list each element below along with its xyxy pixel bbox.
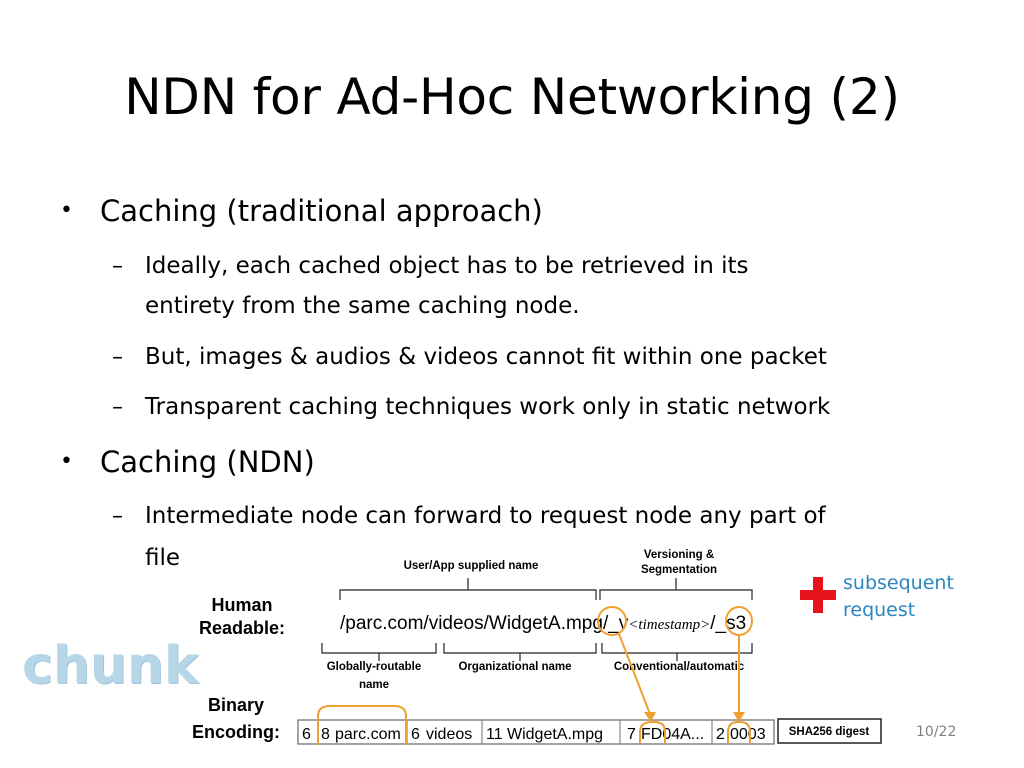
label-globally-routable-2: name: [358, 679, 390, 691]
chunk-label: chunk: [22, 636, 199, 696]
sub-bullet-ideally-line2: entirety from the same caching node.: [145, 293, 580, 319]
sub-bullet-ideally-line1: Ideally, each cached object has to be retrieved in its: [145, 253, 749, 279]
label-versioning-1: Versioning &: [643, 549, 715, 561]
bullet-caching-traditional: Caching (traditional approach): [100, 194, 543, 228]
brace-user-app: [340, 578, 596, 600]
dash-icon: –: [112, 395, 123, 420]
subsequent-line2: request: [843, 599, 916, 621]
label-user-app: User/App supplied name: [403, 560, 539, 572]
label-human: Human: [211, 595, 273, 615]
cell-len: 7: [627, 726, 636, 743]
human-readable-name: /parc.com/videos/WidgetA.mpg/_v<timestamp>/_s3: [340, 613, 747, 634]
sub-bullet-intermediate-line2: file: [145, 545, 181, 571]
sub-bullet-intermediate-line1: Intermediate node can forward to request node any part of: [145, 503, 826, 529]
cell-len: 6: [302, 726, 311, 743]
label-organizational: Organizational name: [458, 661, 572, 673]
label-readable: Readable:: [198, 618, 286, 638]
brace-versioning: [600, 578, 752, 600]
sub-bullet-images: But, images & audios & videos cannot fit within one packet: [145, 344, 827, 370]
label-binary: Binary: [207, 695, 265, 715]
cell-val: WidgetA.mpg: [507, 726, 604, 743]
subsequent-line1: subsequent: [843, 572, 954, 594]
cell-len: 2: [716, 726, 725, 743]
dash-icon: –: [112, 504, 123, 529]
bullet-caching-ndn: Caching (NDN): [100, 445, 315, 479]
cell-len: 11: [486, 726, 503, 743]
cell-val: parc.com: [335, 726, 401, 743]
label-versioning-2: Segmentation: [640, 564, 718, 576]
bullet-icon: •: [60, 449, 73, 474]
cell-val: 8: [321, 726, 330, 743]
label-conventional: Conventional/automatic: [613, 661, 745, 673]
sha256-digest-label: SHA256 digest: [788, 726, 870, 738]
cell-len: 6: [411, 726, 420, 743]
cell-val: videos: [426, 726, 473, 743]
brace-org: [444, 643, 596, 661]
brace-global: [322, 643, 436, 661]
cell-val: 0003: [730, 726, 766, 743]
label-encoding: Encoding:: [192, 722, 280, 742]
dash-icon: –: [112, 254, 123, 279]
label-globally-routable: Globally-routable: [326, 661, 422, 673]
slide-title: NDN for Ad-Hoc Networking (2): [124, 68, 900, 126]
bullet-icon: •: [60, 198, 73, 223]
sub-bullet-transparent: Transparent caching techniques work only in static network: [145, 394, 831, 420]
dash-icon: –: [112, 345, 123, 370]
page-number: 10/22: [916, 724, 957, 740]
version-arrow: [619, 634, 650, 714]
cell-val: FD04A...: [641, 726, 705, 743]
